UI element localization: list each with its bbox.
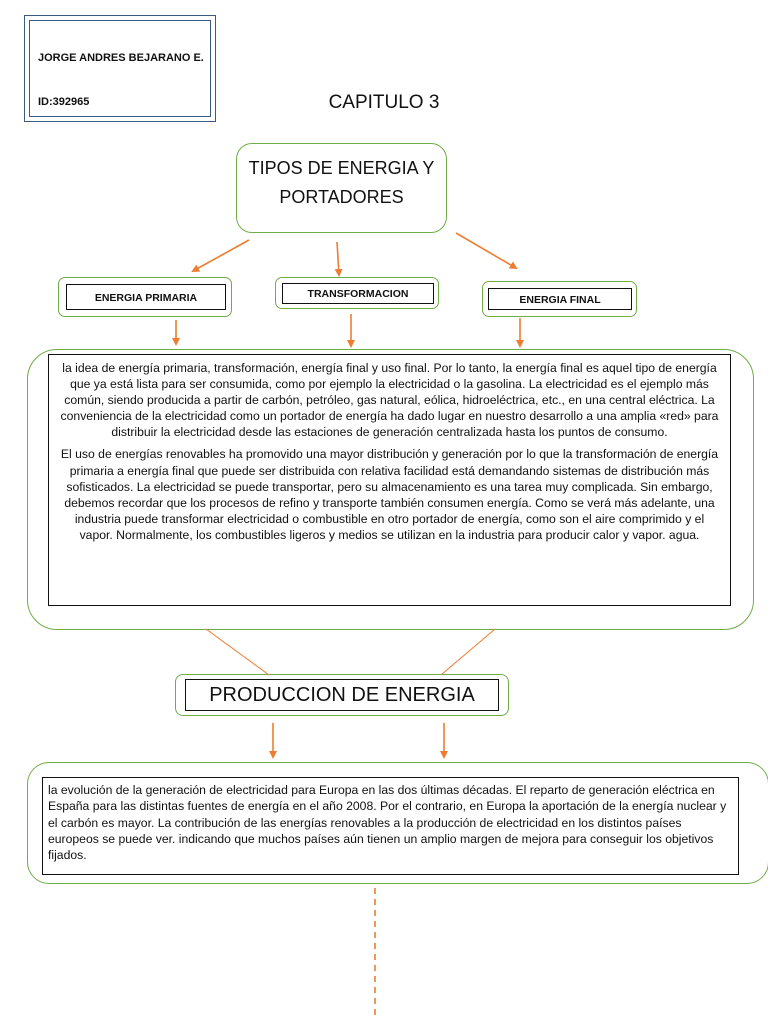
production-title: PRODUCCION DE ENERGIA xyxy=(209,684,475,706)
primary-energy-label: ENERGIA PRIMARIA xyxy=(66,284,226,310)
author-id: ID:392965 xyxy=(38,96,90,108)
root-node-title-line2: PORTADORES xyxy=(279,187,404,207)
arrow-root-to-final xyxy=(456,233,516,268)
chapter-heading-text: CAPITULO 3 xyxy=(328,92,440,113)
description-paragraph-2: El uso de energías renovables ha promovido una mayor distribución y generación por lo que la transformación de energía primaria a energía final que puede ser distribuida con relativa facilidad está demandando sistemas de distribución más sofisticados. La electricidad se puede transportar, pero su almacenamiento es una tarea muy complicada. Sin embargo, debemos recordar que los procesos de refino y transporte también consumen energía. Como se verá más adelante, una industria puede transformar electricidad o combustible en otro portador de energía, como son el aire comprimido y el vapor. Normalmente, los combustibles ligeros y medios se utilizan en la industria para producir calor y vapor. agua. xyxy=(60,447,719,542)
arrow-root-to-primary xyxy=(193,240,249,271)
description-paragraph-1: la idea de energía primaria, transformación, energía final y uso final. Por lo tanto, la energía final es aquel tipo de energía que ya está lista para ser consumida, como por ejemplo la electricidad o la gasolina. La electricidad es el ejemplo más común, siendo producida a partir de carbón, petróleo, gas natural, eólica, hidroeléctrica, etc., en una central eléctrica. La conveniencia de la electricidad como un portador de energía ha dado lugar en nuestro desarrollo a una amplia «red» para distribuir la electricidad desde las estaciones de generación centralizada hasta los puntos de consumo. xyxy=(60,361,719,440)
root-node-title-line1: TIPOS DE ENERGIA Y xyxy=(248,158,435,178)
author-name: JORGE ANDRES BEJARANO E. xyxy=(38,52,204,64)
transformation-label: TRANSFORMACION xyxy=(282,283,434,304)
arrow-root-to-transformation xyxy=(337,242,339,275)
arrow-description-right-to-production xyxy=(441,629,495,675)
final-energy-label: ENERGIA FINAL xyxy=(488,288,632,310)
production-detail-text: la evolución de la generación de electricidad para Europa en las dos últimas décadas. El reparto de generación eléctrica en España para las distintas fuentes de energía en el año 2008. Por el contrario, en Europa la aportación de la energía nuclear y el carbón es mayor. La contribución de las energías renovables a la producción de electricidad en los distintos países europeos se puede ver. indicando que muchos países aún tienen un amplio margen de mejora para conseguir los objetivos fijados. xyxy=(48,783,727,863)
arrow-description-left-to-production xyxy=(206,629,269,675)
